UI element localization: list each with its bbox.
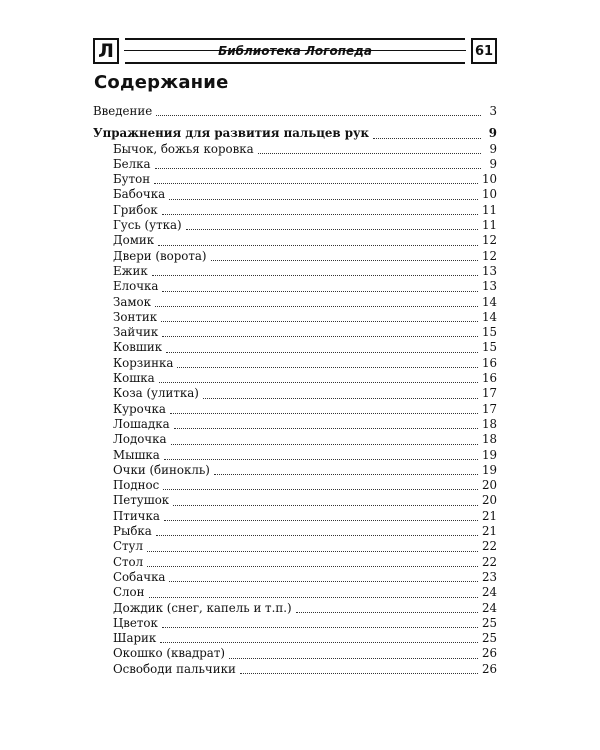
toc-entry-page: 16: [481, 371, 497, 386]
page-title: Содержание: [94, 72, 229, 93]
toc-entry-label: Кошка: [113, 371, 155, 386]
toc-entry-label: Белка: [113, 156, 151, 171]
toc-entry-label: Собачка: [113, 569, 166, 584]
toc-entry-label: Стул: [113, 539, 143, 554]
toc-entry-page: 24: [481, 600, 497, 615]
toc-entry-label: Стол: [113, 554, 144, 569]
dot-leader: [162, 275, 478, 291]
toc-subentry: [93, 662, 497, 677]
toc-entry-label: Бычок, божья коровка: [113, 141, 254, 156]
toc-entry-page: 18: [481, 432, 497, 447]
toc-entry-page: 15: [481, 340, 497, 355]
toc-entry-label: Елочка: [113, 279, 159, 294]
dot-leader: [258, 138, 481, 154]
toc-entry-page: 9: [489, 156, 497, 171]
toc-entry-label: Бутон: [113, 172, 151, 187]
toc-entry-label: Очки (бинокль): [113, 462, 210, 477]
toc-entry-page: 10: [481, 187, 497, 202]
dot-leader: [152, 260, 478, 276]
toc-entry-label: Двери (ворота): [113, 248, 207, 263]
dot-leader: [159, 367, 478, 383]
toc-entry-page: 23: [481, 569, 497, 584]
toc-entry-page: 24: [481, 585, 497, 600]
toc-entry-label: Замок: [113, 294, 152, 309]
toc-entry-label: Мышка: [113, 447, 160, 462]
toc-entry-label: Лошадка: [113, 416, 170, 431]
toc-entry-label: Грибок: [113, 202, 158, 217]
toc-entry-page: 19: [481, 462, 497, 477]
toc-entry-label: Ковшик: [113, 340, 163, 355]
toc-entry-page: 17: [481, 401, 497, 416]
dot-leader: [160, 627, 478, 643]
toc-entry-page: 15: [481, 325, 497, 340]
toc-entry-page: 19: [481, 447, 497, 462]
toc-entry-label: Рыбка: [113, 524, 152, 539]
toc-entry-page: 21: [481, 524, 497, 539]
page-number: 61: [471, 38, 497, 64]
dot-leader: [162, 321, 478, 337]
toc-entry: [93, 104, 497, 119]
toc-entry-page: 17: [481, 386, 497, 401]
toc-entry-label: Ежик: [113, 263, 148, 278]
toc-entry-page: 14: [481, 309, 497, 324]
series-letter-box: Л: [93, 38, 119, 64]
toc-entry-label: Слон: [113, 585, 145, 600]
dot-leader: [173, 489, 478, 505]
dot-leader: [240, 658, 478, 674]
dot-leader: [211, 245, 478, 261]
toc-entry-label: Зонтик: [113, 309, 158, 324]
dot-leader: [169, 183, 478, 199]
toc-entry-label: Шарик: [113, 631, 157, 646]
running-header: [93, 38, 497, 64]
dot-leader: [162, 612, 478, 628]
toc-entry-label: Введение: [93, 104, 153, 118]
toc-entry-page: 25: [481, 615, 497, 630]
toc-entry-label: Упражнения для развития пальцев рук: [93, 126, 370, 141]
toc-entry-page: 11: [481, 202, 497, 217]
dot-leader: [155, 153, 481, 169]
toc-entry-page: 11: [481, 218, 497, 233]
dot-leader: [169, 566, 478, 582]
toc-entry-label: Дождик (снег, капель и т.п.): [113, 600, 292, 615]
dot-leader: [149, 581, 478, 597]
series-title: Библиотека Логопеда: [125, 38, 465, 64]
dot-leader: [164, 444, 478, 460]
toc-entry-page: 3: [489, 104, 497, 118]
dot-leader: [174, 413, 478, 429]
toc-entry-page: 26: [481, 661, 497, 676]
toc-entry-page: 21: [481, 508, 497, 523]
toc-entry-label: Цветок: [113, 615, 158, 630]
toc-entry-page: 9: [488, 126, 497, 141]
dot-leader: [203, 382, 478, 398]
header-rule: [124, 50, 466, 51]
dot-leader: [155, 291, 478, 307]
toc-entry-page: 22: [481, 539, 497, 554]
dot-leader: [156, 100, 481, 116]
toc-entry-page: 12: [481, 248, 497, 263]
toc-entry-label: Окошко (квадрат): [113, 646, 225, 661]
dot-leader: [164, 505, 478, 521]
toc-entry-page: 20: [481, 478, 497, 493]
dot-leader: [186, 214, 478, 230]
toc-entry-label: Коза (улитка): [113, 386, 199, 401]
table-of-contents: [93, 104, 497, 677]
dot-leader: [162, 199, 478, 215]
toc-entry-label: Птичка: [113, 508, 160, 523]
dot-leader: [156, 520, 478, 536]
toc-entry-label: Петушок: [113, 493, 170, 508]
toc-entry-page: 13: [481, 279, 497, 294]
dot-leader: [161, 306, 478, 322]
dot-leader: [373, 122, 481, 138]
toc-entry-page: 12: [481, 233, 497, 248]
toc-entry-page: 26: [481, 646, 497, 661]
toc-entry-label: Курочка: [113, 401, 166, 416]
dot-leader: [147, 551, 478, 567]
dot-leader: [158, 229, 478, 245]
toc-entry-page: 16: [481, 355, 497, 370]
dot-leader: [171, 428, 478, 444]
toc-entry-label: Бабочка: [113, 187, 166, 202]
toc-entry-label: Домик: [113, 233, 155, 248]
dot-leader: [296, 597, 478, 613]
dot-leader: [177, 352, 478, 368]
dot-leader: [170, 398, 478, 414]
dot-leader: [154, 168, 478, 184]
toc-entry-page: 18: [481, 416, 497, 431]
toc-entry-label: Лодочка: [113, 432, 167, 447]
toc-entry-page: 22: [481, 554, 497, 569]
toc-entry-label: Поднос: [113, 478, 160, 493]
toc-entry-page: 20: [481, 493, 497, 508]
toc-entry-label: Зайчик: [113, 325, 159, 340]
toc-entry-label: Гусь (утка): [113, 218, 182, 233]
toc-entry-page: 10: [481, 172, 497, 187]
toc-entry-page: 9: [489, 141, 497, 156]
toc-entry-page: 14: [481, 294, 497, 309]
toc-entry-page: 25: [481, 631, 497, 646]
toc-entry-page: 13: [481, 263, 497, 278]
dot-leader: [163, 474, 478, 490]
toc-entry-label: Корзинка: [113, 355, 174, 370]
dot-leader: [214, 459, 478, 475]
dot-leader: [229, 642, 478, 658]
toc-entry-label: Освободи пальчики: [113, 661, 236, 676]
dot-leader: [166, 336, 478, 352]
dot-leader: [147, 535, 478, 551]
